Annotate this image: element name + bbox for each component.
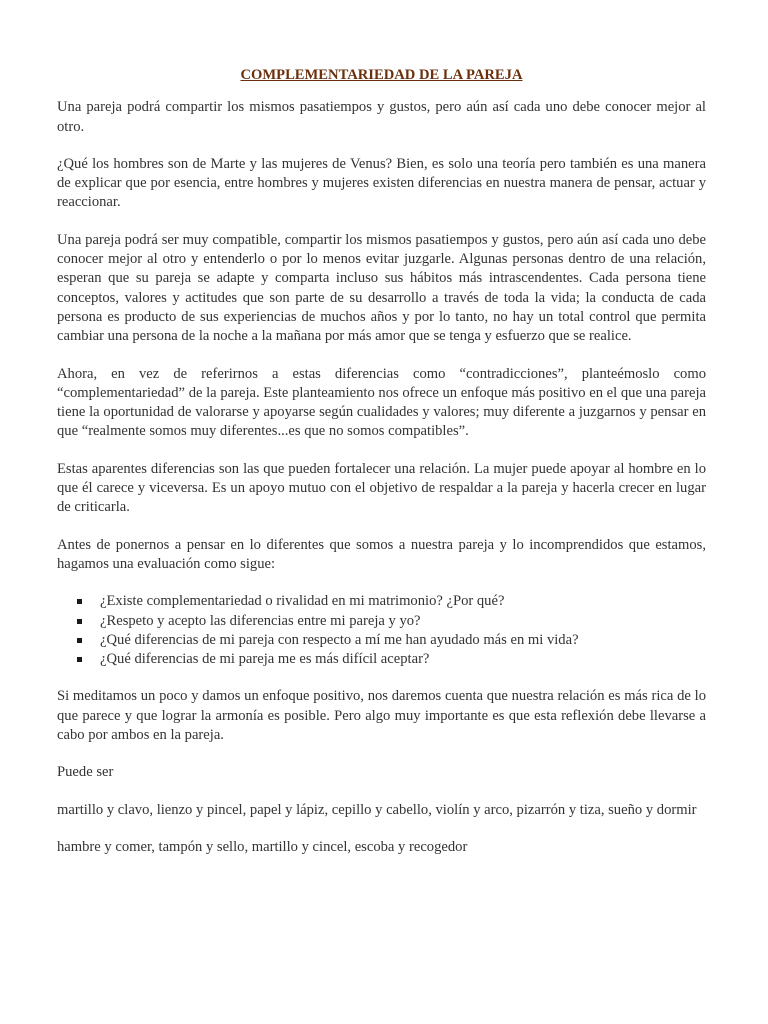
paragraph-fortalecer: Estas aparentes diferencias son las que pueden fortalecer una relación. La mujer puede apoyar al hombre en lo que él carece y viceversa. Es un apoyo mutuo con el objetivo de respaldar a la pareja y hacerla crecer en lugar de criticarla. [57, 460, 706, 516]
document-page [57, 66, 706, 875]
paragraph-compatibilidad: Una pareja podrá ser muy compatible, compartir los mismos pasatiempos y gustos, pero aún así cada uno debe conocer mejor al otro y entenderlo o por lo menos evitar juzgarle. Algunas personas dentro de una relación, esperan que su pareja se adapte y comparta incluso sus hábitos más intrascendentes. Cada persona tiene conceptos, valores y actitudes que son parte de su desarrollo a través de toda la vida; la conducta de cada persona es producto de sus experiencias de muchos años y por lo tanto, no hay un total control que permita cambiar una persona de la noche a la mañana por más amor que se tenga y esfuerzo que se realice. [57, 231, 706, 345]
paragraph-intro: Una pareja podrá compartir los mismos pasatiempos y gustos, pero aún así cada uno debe conocer mejor al otro. [57, 99, 706, 135]
paragraph-complementariedad: Ahora, en vez de referirnos a estas diferencias como “contradicciones”, planteémoslo como “complementariedad” de la pareja. Este planteamiento nos ofrece un enfoque más positivo en el que una pareja tiene la oportunidad de valorarse y apoyarse según cualidades y valores; muy diferente a juzgarnos y pensar en que “realmente somos muy diferentes...es que no somos compatibles”. [57, 365, 706, 440]
square-bullet-icon [77, 599, 82, 604]
list-item [77, 592, 706, 611]
square-bullet-icon [77, 638, 82, 643]
list-item [77, 612, 706, 631]
paragraph-puede-ser: Puede ser [57, 764, 114, 781]
question-text: ¿Respeto y acepto las diferencias entre mi pareja y yo? [100, 612, 421, 629]
paragraph-evaluacion: Antes de ponernos a pensar en lo diferentes que somos a nuestra pareja y lo incomprendidos que estamos, hagamos una evaluación como sigue: [57, 536, 706, 572]
document-title: COMPLEMENTARIEDAD DE LA PAREJA [240, 67, 523, 83]
square-bullet-icon [77, 657, 82, 662]
square-bullet-icon [77, 619, 82, 624]
paragraph-marte-venus: ¿Qué los hombres son de Marte y las mujeres de Venus? Bien, es solo una teoría pero también es una manera de explicar que por esencia, entre hombres y mujeres existen diferencias en nuestra manera de pensar, actuar y reaccionar. [57, 155, 706, 211]
paragraph-pares-2: hambre y comer, tampón y sello, martillo y cincel, escoba y recogedor [57, 838, 468, 855]
paragraph-pares-1: martillo y clavo, lienzo y pincel, papel y lápiz, cepillo y cabello, violín y arco, pizarrón y tiza, sueño y dormir [57, 801, 697, 818]
question-text: ¿Existe complementariedad o rivalidad en mi matrimonio? ¿Por qué? [100, 593, 505, 610]
question-list [57, 592, 706, 669]
list-item [77, 631, 706, 650]
question-text: ¿Qué diferencias de mi pareja me es más difícil aceptar? [100, 651, 430, 668]
paragraph-reflexion: Si meditamos un poco y damos un enfoque positivo, nos daremos cuenta que nuestra relación es más rica de lo que parece y que lograr la armonía es posible. Pero algo muy importante es que esta reflexión debe llevarse a cabo por ambos en la pareja. [57, 688, 706, 744]
list-item [77, 650, 706, 669]
question-text: ¿Qué diferencias de mi pareja con respecto a mí me han ayudado más en mi vida? [100, 631, 579, 648]
